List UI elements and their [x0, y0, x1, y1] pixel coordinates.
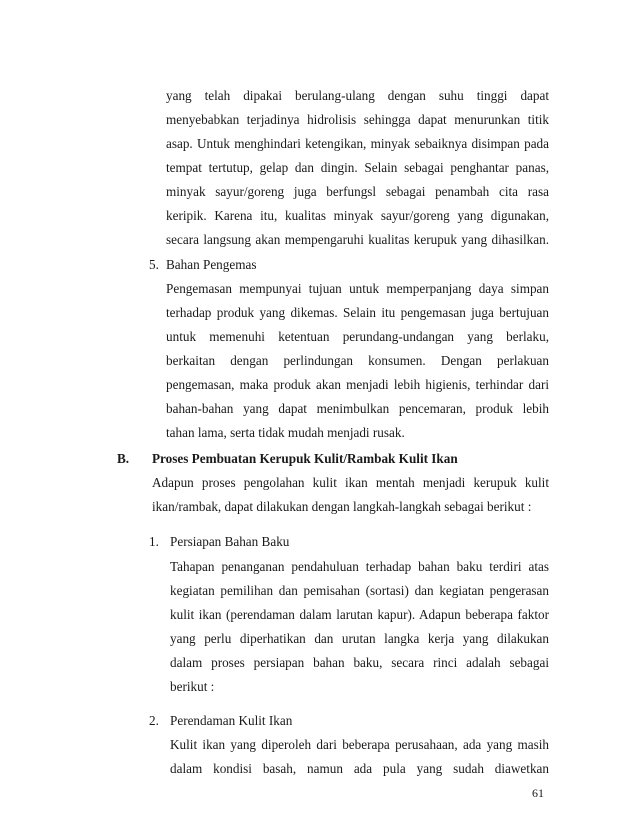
list-number: 1.: [149, 534, 159, 549]
paragraph-line: keripik. Karena itu, kualitas minyak sayur/goreng yang digunakan,: [166, 208, 549, 223]
paragraph-line: dalam proses persiapan bahan baku, secara rinci adalah sebagai: [170, 655, 549, 670]
list-item-title: Persiapan Bahan Baku: [170, 534, 290, 549]
paragraph-line: secara langsung akan mempengaruhi kualitas kerupuk yang dihasilkan.: [166, 232, 549, 247]
section-letter: B.: [117, 451, 130, 466]
paragraph-line: yang perlu diperhatikan dan urutan langka kerja yang dilakukan: [170, 631, 549, 646]
section-heading: Proses Pembuatan Kerupuk Kulit/Rambak Kulit Ikan: [152, 451, 458, 466]
paragraph-line: untuk memenuhi ketentuan perundang-undangan yang berlaku,: [166, 329, 549, 344]
paragraph-line: terhadap produk yang dikemas. Selain itu pengemasan juga bertujuan: [166, 305, 549, 320]
paragraph-line: Kulit ikan yang diperoleh dari beberapa perusahaan, ada yang masih: [170, 737, 549, 752]
paragraph-line: berkaitan dengan perlindungan konsumen. Dengan perlakuan: [166, 353, 549, 368]
paragraph-line: Tahapan penanganan pendahuluan terhadap bahan baku terdiri atas: [170, 559, 549, 574]
paragraph-line: minyak sayur/goreng juga berfungsl sebagai penambah cita rasa: [166, 184, 549, 199]
list-number: 2.: [149, 713, 159, 728]
paragraph-line: tahan lama, serta tidak mudah menjadi rusak.: [166, 425, 405, 440]
list-item-title: Bahan Pengemas: [166, 257, 257, 272]
paragraph-line: bahan-bahan yang dapat menimbulkan pencemaran, produk lebih: [166, 401, 549, 416]
paragraph-line: asap. Untuk menghindari ketengikan, minyak sebaiknya disimpan pada: [166, 136, 549, 151]
paragraph-line: tempat tertutup, gelap dan dingin. Selain sebagai penghantar panas,: [166, 160, 549, 175]
paragraph-line: Adapun proses pengolahan kulit ikan mentah menjadi kerupuk kulit: [152, 475, 549, 490]
paragraph-line: dalam kondisi basah, namun ada pula yang sudah diawetkan: [170, 761, 549, 776]
paragraph-line: yang telah dipakai berulang-ulang dengan suhu tinggi dapat: [166, 88, 549, 103]
paragraph-line: berikut :: [170, 679, 215, 694]
list-number: 5.: [149, 257, 159, 272]
paragraph-line: Pengemasan mempunyai tujuan untuk memperpanjang daya simpan: [166, 281, 549, 296]
paragraph-line: pengemasan, maka produk akan menjadi lebih higienis, terhindar dari: [166, 377, 549, 392]
paragraph-line: ikan/rambak, dapat dilakukan dengan langkah-langkah sebagai berikut :: [152, 499, 532, 514]
paragraph-line: menyebabkan terjadinya hidrolisis sehingga dapat menurunkan titik: [166, 112, 549, 127]
paragraph-line: kulit ikan (perendaman dalam larutan kapur). Adapun beberapa faktor: [170, 607, 549, 622]
page-number: 61: [532, 786, 544, 800]
list-item-title: Perendaman Kulit Ikan: [170, 713, 293, 728]
paragraph-line: kegiatan pemilihan dan pemisahan (sortasi) dan kegiatan pengerasan: [170, 583, 549, 598]
